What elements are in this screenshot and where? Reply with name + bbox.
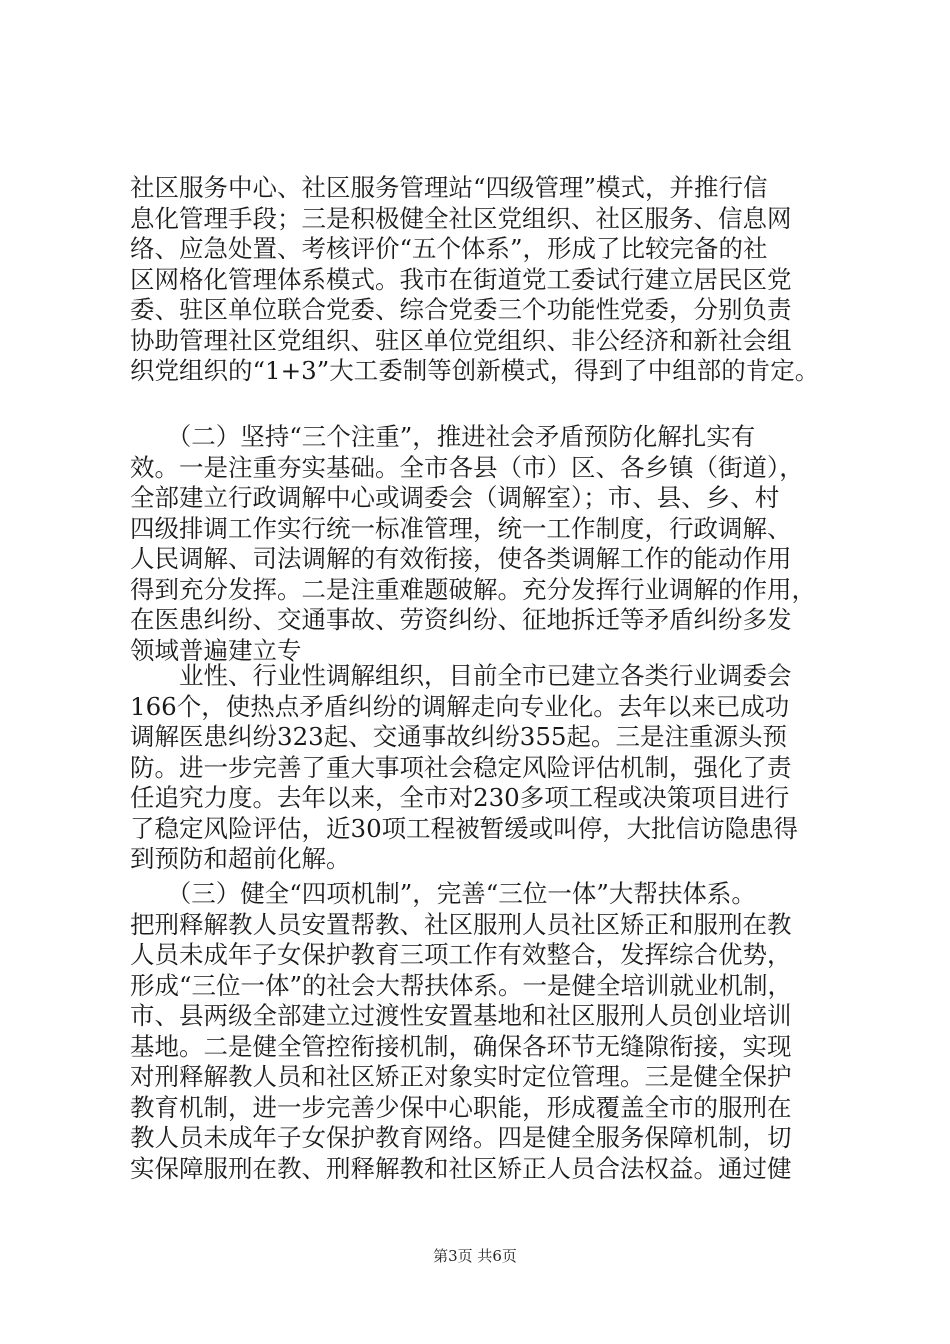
text-line: 调解医患纠纷323起、交通事故纠纷355起。三是注重源头预 — [130, 722, 788, 751]
text-line: 委、驻区单位联合党委、综合党委三个功能性党委，分别负责 — [130, 295, 792, 324]
text-line: 166个，使热点矛盾纠纷的调解走向专业化。去年以来已成功 — [130, 691, 790, 721]
text-line: 领域普遍建立专 — [130, 635, 302, 665]
text-line: 全部建立行政调解中心或调委会（调解室）；市、县、乡、村 — [130, 483, 780, 512]
text-line: 防。进一步完善了重大事项社会稳定风险评估机制，强化了责 — [130, 752, 792, 782]
text-line: 人民调解、司法调解的有效衔接，使各类调解工作的能动作用 — [130, 544, 792, 573]
text-line: 人员未成年子女保护教育三项工作有效整合，发挥综合优势， — [130, 940, 792, 969]
text-line: 市、县两级全部建立过渡性安置基地和社区服刑人员创业培训 — [130, 1001, 792, 1030]
text-line: 形成“三位一体”的社会大帮扶体系。一是健全培训就业机制， — [130, 970, 793, 1000]
text-line: 息化管理手段；三是积极健全社区党组织、社区服务、信息网 — [130, 203, 792, 233]
text-line: 任追究力度。去年以来，全市对230多项工程或决策项目进行 — [130, 783, 790, 812]
page-footer: 第3页 共6页 — [433, 1247, 517, 1265]
text-line: 了稳定风险评估，近30项工程被暂缓或叫停，大批信访隐患得 — [130, 813, 799, 843]
text-line: 络、应急处置、考核评价“五个体系”，形成了比较完备的社 — [130, 234, 768, 263]
text-line: 教人员未成年子女保护教育网络。四是健全服务保障机制，切 — [130, 1123, 792, 1152]
text-line: 得到充分发挥。二是注重难题破解。充分发挥行业调解的作用， — [130, 574, 816, 604]
text-line: 社区服务中心、社区服务管理站“四级管理”模式，并推行信 — [130, 173, 768, 202]
text-line: （三）健全“四项机制”，完善“三位一体”大帮扶体系。 — [130, 879, 756, 908]
text-line: 协助管理社区党组织、驻区单位党组织、非公经济和新社会组 — [130, 325, 792, 355]
text-line: 效。一是注重夯实基础。全市各县（市）区、各乡镇（街道）， — [130, 452, 804, 482]
text-line: 区网格化管理体系模式。我市在街道党工委试行建立居民区党 — [130, 264, 792, 294]
text-line: 实保障服刑在教、刑释解教和社区矫正人员合法权益。通过健 — [130, 1153, 792, 1183]
text-line: 四级排调工作实行统一标准管理，统一工作制度，行政调解、 — [130, 513, 792, 543]
text-line: 教育机制，进一步完善少保中心职能，形成覆盖全市的服刑在 — [130, 1092, 792, 1122]
text-line: 业性、行业性调解组织，目前全市已建立各类行业调委会 — [130, 661, 792, 690]
text-line: 到预防和超前化解。 — [130, 844, 351, 873]
text-line: 把刑释解教人员安置帮教、社区服刑人员社区矫正和服刑在教 — [130, 909, 792, 939]
text-line: 在医患纠纷、交通事故、劳资纠纷、征地拆迁等矛盾纠纷多发 — [130, 605, 792, 634]
text-line: 织党组织的“1+3”大工委制等创新模式，得到了中组部的肯定。 — [130, 356, 820, 385]
text-line: （二）坚持“三个注重”，推进社会矛盾预防化解扎实有 — [130, 422, 756, 451]
text-line: 对刑释解教人员和社区矫正对象实时定位管理。三是健全保护 — [130, 1062, 792, 1091]
text-line: 基地。二是健全管控衔接机制，确保各环节无缝隙衔接，实现 — [130, 1031, 792, 1061]
